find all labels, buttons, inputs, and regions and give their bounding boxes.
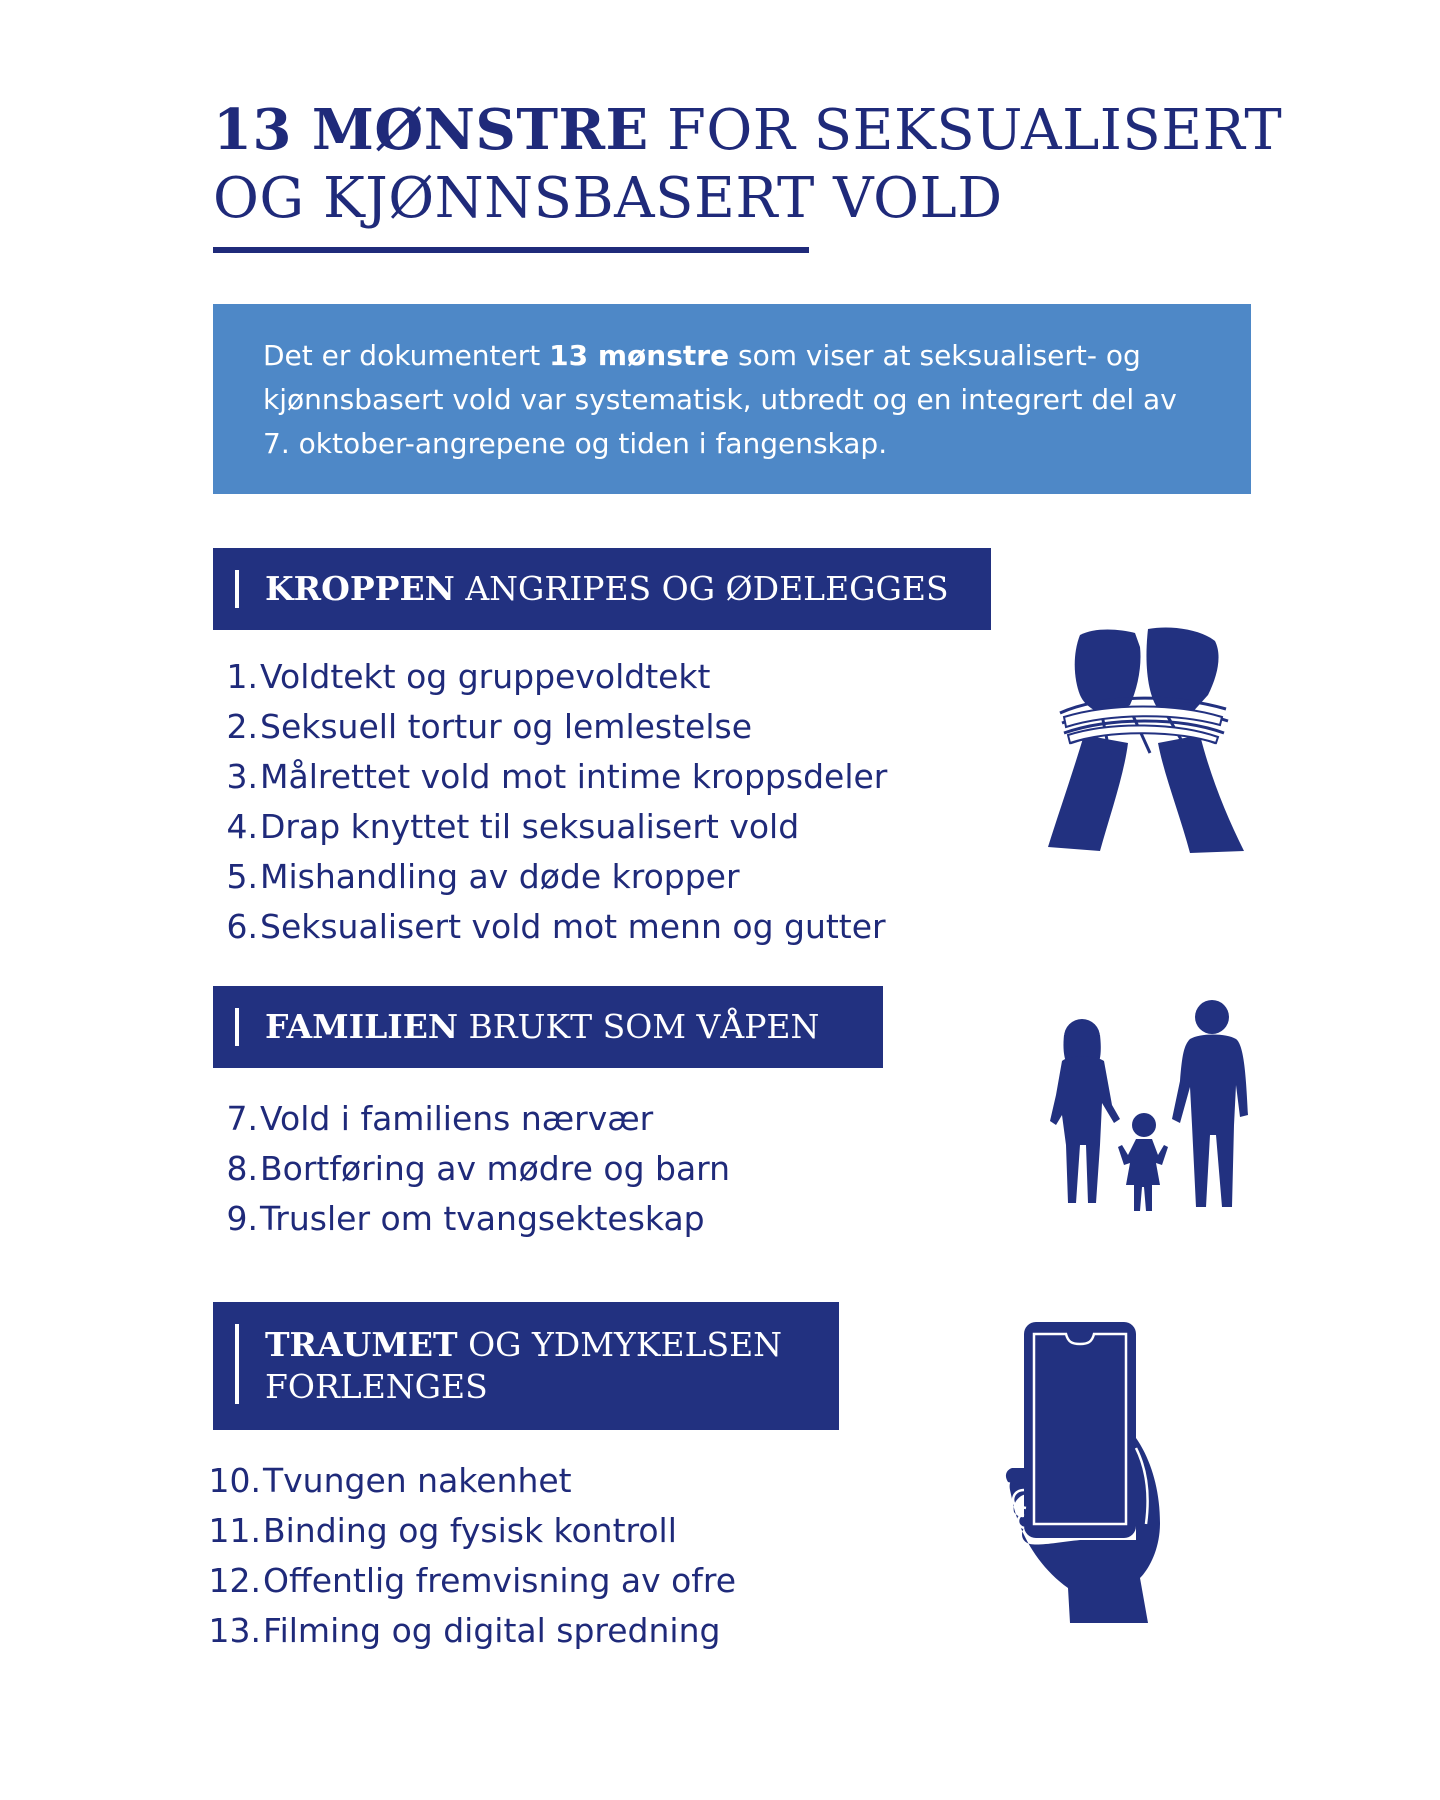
pattern-list-body <box>222 652 887 952</box>
pattern-list-trauma <box>205 1456 736 1656</box>
item-number: 1. <box>226 657 258 696</box>
title-underline <box>213 247 809 253</box>
title-rest-part: FOR SEKSUALISERT <box>667 98 1283 163</box>
hand-holding-phone-icon <box>1000 1318 1175 1628</box>
list-item <box>222 652 887 702</box>
item-number: 8. <box>226 1149 258 1188</box>
section-header-bold: TRAUMET <box>265 1325 458 1364</box>
item-number: 12. <box>208 1561 261 1600</box>
section-header-family <box>213 986 883 1068</box>
header-accent-bar <box>235 1324 239 1404</box>
title-bold-part: 13 MØNSTRE <box>213 97 649 163</box>
item-text: Mishandling av døde kropper <box>260 857 740 896</box>
list-item <box>222 802 887 852</box>
item-number: 13. <box>208 1611 261 1650</box>
item-number: 7. <box>226 1099 258 1138</box>
intro-box <box>213 304 1251 494</box>
list-item <box>205 1506 736 1556</box>
list-item <box>222 702 887 752</box>
list-item <box>222 1194 730 1244</box>
list-item <box>205 1456 736 1506</box>
list-item <box>222 902 887 952</box>
item-text: Filming og digital spredning <box>263 1611 721 1650</box>
bound-hands-icon <box>1040 625 1250 857</box>
header-accent-bar <box>235 570 239 608</box>
item-number: 4. <box>226 807 258 846</box>
intro-text-end: som viser at seksualisert- og kjønnsbasert vold var systematisk, utbredt og en integrert del av 7. oktober-angrepene og tiden i fangenskap. <box>263 339 1177 460</box>
pattern-list-family <box>222 1094 730 1244</box>
title-line-1 <box>213 96 1283 165</box>
title-line-2: OG KJØNNSBASERT VOLD <box>213 166 1003 231</box>
item-text: Seksualisert vold mot menn og gutter <box>260 907 886 946</box>
page-title <box>213 96 1283 233</box>
family-icon <box>1040 995 1260 1220</box>
section-header-text <box>265 568 949 610</box>
list-item <box>205 1556 736 1606</box>
list-item <box>205 1606 736 1656</box>
section-header-bold: FAMILIEN <box>265 1007 459 1046</box>
item-text: Drap knyttet til seksualisert vold <box>260 807 800 846</box>
list-item <box>222 852 887 902</box>
list-item <box>222 1144 730 1194</box>
section-header-trauma <box>213 1302 839 1430</box>
item-text: Målrettet vold mot intime kroppsdeler <box>260 757 888 796</box>
section-header-bold: KROPPEN <box>265 569 455 608</box>
list-item <box>222 1094 730 1144</box>
list-item <box>222 752 887 802</box>
item-text: Vold i familiens nærvær <box>260 1099 654 1138</box>
item-number: 2. <box>226 707 258 746</box>
item-text: Binding og fysisk kontroll <box>263 1511 677 1550</box>
item-text: Offentlig fremvisning av ofre <box>263 1561 737 1600</box>
item-number: 11. <box>208 1511 261 1550</box>
section-header-text <box>265 1006 819 1048</box>
item-text: Trusler om tvangsekteskap <box>260 1199 705 1238</box>
section-header-body <box>213 548 991 630</box>
item-number: 6. <box>226 907 258 946</box>
section-header-text <box>265 1324 825 1408</box>
header-accent-bar <box>235 1008 239 1046</box>
item-number: 10. <box>208 1461 261 1500</box>
item-text: Bortføring av mødre og barn <box>260 1149 731 1188</box>
section-header-rest: ANGRIPES OG ØDELEGGES <box>465 569 949 608</box>
section-header-rest: OG YDMYKELSEN FORLENGES <box>265 1325 783 1406</box>
item-text: Voldtekt og gruppevoldtekt <box>260 657 711 696</box>
item-number: 9. <box>226 1199 258 1238</box>
intro-text-start: Det er dokumentert <box>263 339 550 372</box>
item-number: 5. <box>226 857 258 896</box>
item-text: Tvungen nakenhet <box>263 1461 572 1500</box>
intro-text-bold: 13 mønstre <box>549 339 730 372</box>
section-header-rest: BRUKT SOM VÅPEN <box>468 1007 820 1046</box>
item-text: Seksuell tortur og lemlestelse <box>260 707 753 746</box>
item-number: 3. <box>226 757 258 796</box>
